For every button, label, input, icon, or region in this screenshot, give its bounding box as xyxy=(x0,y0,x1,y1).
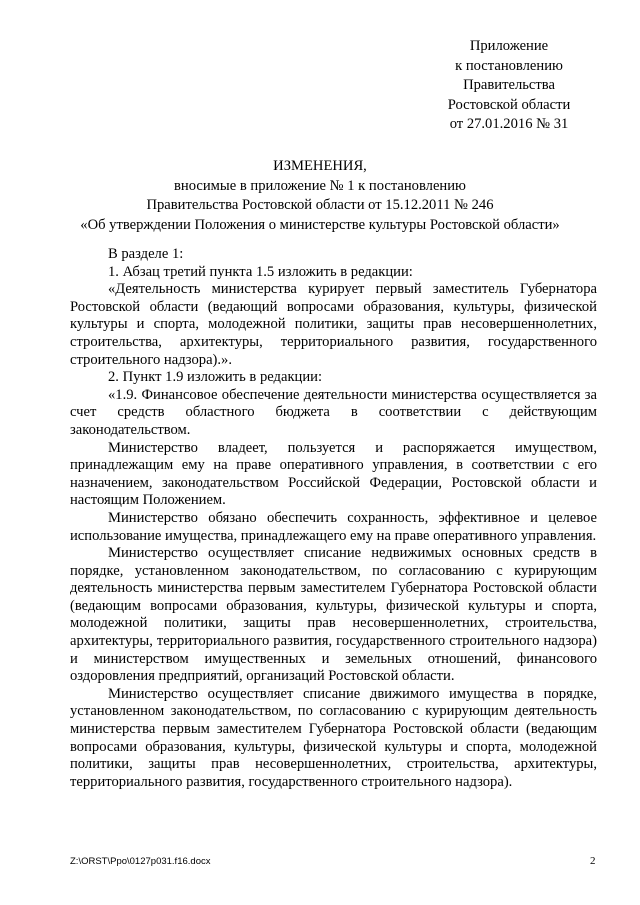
paragraph: В разделе 1: xyxy=(108,246,184,262)
page-number: 2 xyxy=(590,855,596,867)
paragraph: Министерство осуществляет списание недвижимых основных средств в порядке, установленном законодательством, по согласованию с курирующим деятельность министерства первым заместителем Губернатора Ростовской области (ведающим вопросами образования, культуры, физической культуры и спорта, молодежной политики, защиты прав несовершеннолетних, строительства, архитектуры, территориального развития, государственного строительного надзора) и министерством имущественных и земельных отношений, финансового оздоровления предприятий, организаций Ростовской области. xyxy=(70,545,597,685)
footer-file-path: Z:\ORST\Ppo\0127p031.f16.docx xyxy=(70,856,211,867)
document-heading xyxy=(70,157,570,235)
paragraph: 2. Пункт 1.9 изложить в редакции: xyxy=(108,369,323,386)
paragraph: «Деятельность министерства курирует первый заместитель Губернатора Ростовской области (ведающий вопросами образования, культуры, физической культуры и спорта, молодежной политики, защиты прав несовершеннолетних, строительства, архитектуры, территориального развития, государственного строительного надзора).». xyxy=(70,281,597,368)
heading-line: Правительства Ростовской области от 15.12.2011 № 246 xyxy=(146,197,494,213)
annex-block xyxy=(402,37,616,135)
annex-line: Приложение xyxy=(469,38,549,54)
annex-line: к постановлению xyxy=(455,57,563,74)
document-body xyxy=(70,246,597,791)
heading-title: ИЗМЕНЕНИЯ, xyxy=(273,158,367,174)
paragraph: Министерство владеет, пользуется и распоряжается имуществом, принадлежащим ему на праве оперативного управления, в соответствии с его назначением, законодательством Российской Федерации, Ростовской области и настоящим Положением. xyxy=(70,439,597,509)
annex-line: от 27.01.2016 № 31 xyxy=(449,116,569,132)
paragraph: «1.9. Финансовое обеспечение деятельности министерства осуществляется за счет средств областного бюджета в соответствии с действующим законодательством. xyxy=(70,386,597,438)
heading-line: вносимые в приложение № 1 к постановлению xyxy=(174,177,466,194)
paragraph: 1. Абзац третий пункта 1.5 изложить в редакции: xyxy=(108,263,413,280)
paragraph: Министерство обязано обеспечить сохранность, эффективное и целевое использование имущества, принадлежащего ему на праве оперативного управления. xyxy=(70,509,597,544)
annex-line: Ростовской области xyxy=(447,96,571,113)
annex-line: Правительства xyxy=(463,77,555,93)
paragraph: Министерство осуществляет списание движимого имущества в порядке, установленном законодательством, по согласованию с курирующим деятельность министерства первым заместителем Губернатора Ростовской области (ведающим вопросами образования, культуры, физической культуры и спорта, молодежной политики, защиты прав несовершеннолетних, строительства, архитектуры, территориального развития, государственного строительного надзора). xyxy=(70,685,597,790)
heading-line: «Об утверждении Положения о министерстве культуры Ростовской области» xyxy=(80,216,560,233)
